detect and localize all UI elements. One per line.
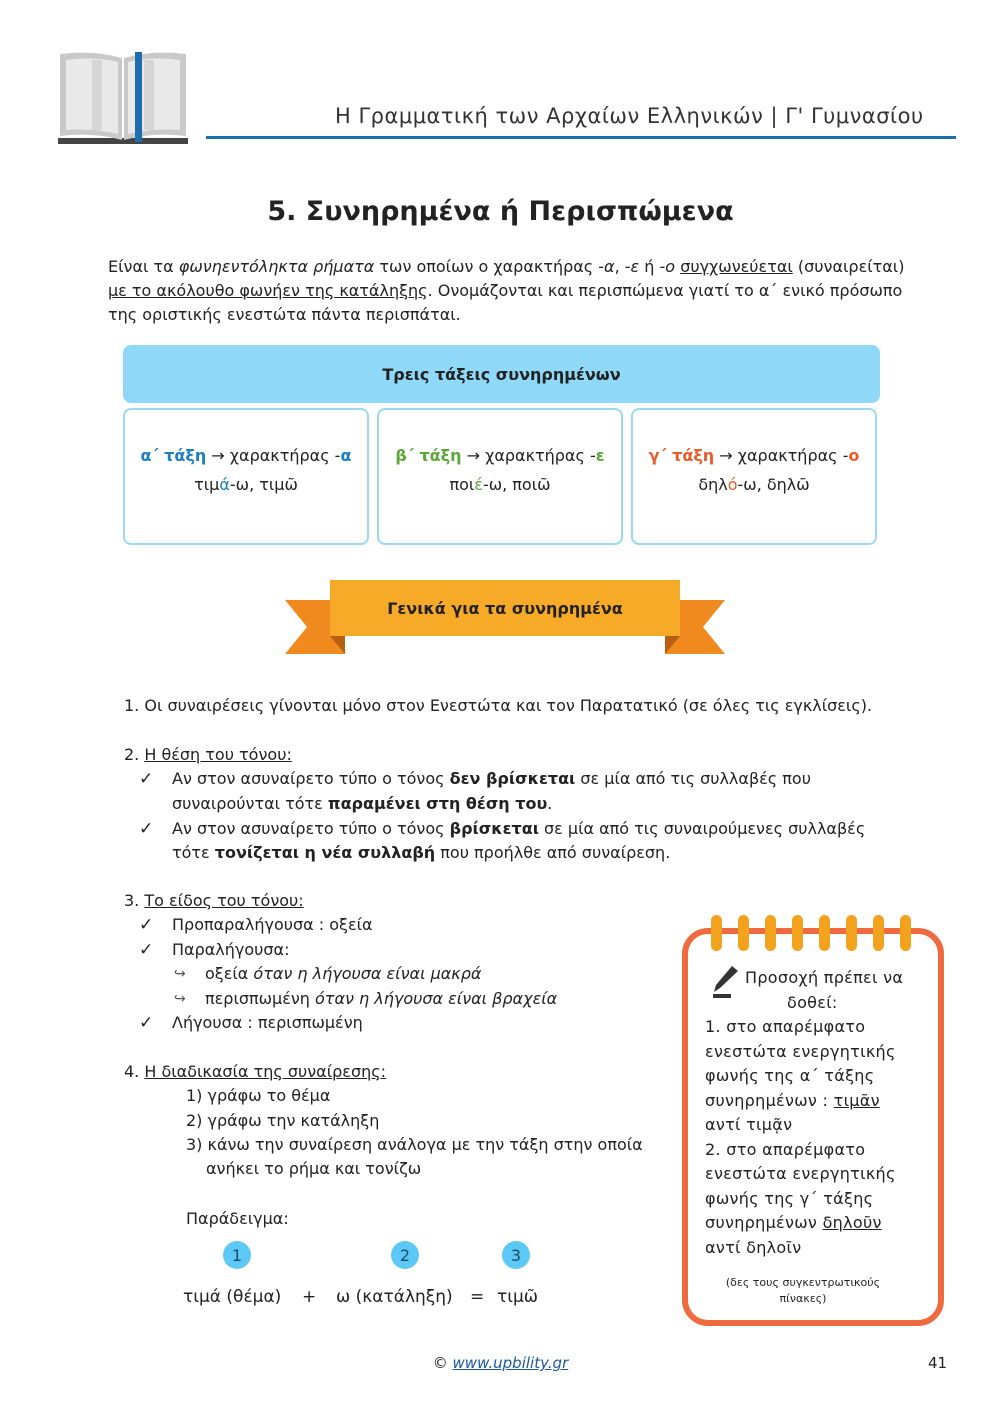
- list-sub-text: οξεία όταν η λήγουσα είναι μακρά: [205, 964, 482, 983]
- check-icon: ✓: [139, 769, 154, 789]
- footer-copyright: © www.upbility.gr: [432, 1354, 569, 1372]
- intro-paragraph: Είναι τα φωνηεντόληκτα ρήματα των οποίων ο χαρακτήρας -α, -ε ή -ο συγχωνεύεται (συναιρείται) με το ακόλουθο φωνήεν της κατάληξης. Ονομάζονται και περισπώμενα γιατί το α΄ ενικό πρόσωπο της οριστικής ενεστώτα πάντα περισπάται.: [108, 257, 905, 324]
- binder-ring: [900, 915, 911, 951]
- list-bullet-text: Προπαραλήγουσα : οξεία: [172, 915, 373, 934]
- step-text: 2) γράφω την κατάληξη: [186, 1111, 380, 1130]
- list-item-2-title: 2. Η θέση του τόνου:: [124, 745, 292, 764]
- list-item-4-title: 4. Η διαδικασία της συναίρεσης:: [124, 1062, 387, 1081]
- class-card-c: γ΄ τάξη → χαρακτήρας -ο δηλό-ω, δηλῶ: [631, 408, 877, 545]
- check-icon: ✓: [139, 940, 154, 960]
- list-item-3-title: 3. Το είδος του τόνου:: [124, 891, 304, 910]
- list-item-1: 1. Οι συναιρέσεις γίνονται μόνο στον Ενεστώτα και τον Παρατατικό (σε όλες τις εγκλίσεις).: [124, 696, 873, 715]
- binder-ring: [819, 915, 830, 951]
- example-ending: ω (κατάληξη): [336, 1287, 453, 1307]
- step-number-badge: 2: [391, 1241, 419, 1269]
- check-icon: ✓: [139, 915, 154, 935]
- plus-sign: +: [302, 1287, 317, 1307]
- step-text: 1) γράφω το θέμα: [186, 1086, 331, 1105]
- hook-arrow-icon: ↪: [174, 991, 186, 1007]
- list-bullet-text: Αν στον ασυναίρετο τύπο ο τόνος δεν βρίσκεται σε μία από τις συλλαβές που: [172, 769, 811, 788]
- equals-sign: =: [470, 1287, 485, 1307]
- header-divider: [206, 136, 956, 139]
- example-label: Παράδειγμα:: [186, 1209, 289, 1228]
- book-logo-icon: [58, 50, 188, 145]
- class-card-a: α΄ τάξη → χαρακτήρας -α τιμά-ω, τιμῶ: [123, 408, 369, 545]
- list-bullet-text: συναιρούνται τότε παραμένει στη θέση του.: [172, 794, 553, 813]
- example-stem: τιμά (θέμα): [183, 1287, 282, 1307]
- note-text: Προσοχή πρέπει να δοθεί: 1. στο απαρέμφατο ενεστώτα ενεργητικής φωνής της α΄ τάξης συνηρημένων : τιμᾶν αντί τιμᾷν 2. στο απαρέμφατο ενεστώτα ενεργητικής φωνής της γ΄ τάξης συνηρημένων δηλοῦν αντί δηλοῖν: [705, 968, 904, 1257]
- website-link[interactable]: www.upbility.gr: [452, 1354, 569, 1372]
- step-text: 3) κάνω την συναίρεση ανάλογα με την τάξη στην οποία: [186, 1135, 643, 1154]
- page-title: 5. Συνηρημένα ή Περισπώμενα: [267, 196, 734, 227]
- binder-ring: [792, 915, 803, 951]
- binder-ring: [711, 915, 722, 951]
- binder-ring: [846, 915, 857, 951]
- binder-ring: [765, 915, 776, 951]
- step-number-badge: 3: [502, 1241, 530, 1269]
- list-bullet-text: Λήγουσα : περισπωμένη: [172, 1013, 363, 1032]
- check-icon: ✓: [139, 1013, 154, 1033]
- list-bullet-text: Παραλήγουσα:: [172, 940, 290, 959]
- page-number: 41: [928, 1354, 948, 1372]
- classes-heading: Τρεις τάξεις συνηρημένων: [123, 345, 880, 403]
- class-card-b: β΄ τάξη → χαρακτήρας -ε ποιέ-ω, ποιῶ: [377, 408, 623, 545]
- binder-ring: [873, 915, 884, 951]
- note-footnote: (δες τους συγκεντρωτικούς πίνακες): [725, 1276, 881, 1305]
- list-bullet-text: τότε τονίζεται η νέα συλλαβή που προήλθε από συναίρεση.: [172, 843, 671, 862]
- header-title: Η Γραμματική των Αρχαίων Ελληνικών | Γ' Γυμνασίου: [335, 104, 924, 128]
- list-sub-text: περισπωμένη όταν η λήγουσα είναι βραχεία: [205, 989, 558, 1008]
- binder-ring: [738, 915, 749, 951]
- list-bullet-text: Αν στον ασυναίρετο τύπο ο τόνος βρίσκεται σε μία από τις συναιρούμενες συλλαβές: [172, 819, 866, 838]
- hook-arrow-icon: ↪: [174, 966, 186, 982]
- check-icon: ✓: [139, 819, 154, 839]
- step-number-badge: 1: [223, 1241, 251, 1269]
- banner-title: Γενικά για τα συνηρημένα: [387, 598, 623, 618]
- example-result: τιμῶ: [497, 1287, 539, 1307]
- step-text: ανήκει το ρήμα και τονίζω: [206, 1159, 422, 1178]
